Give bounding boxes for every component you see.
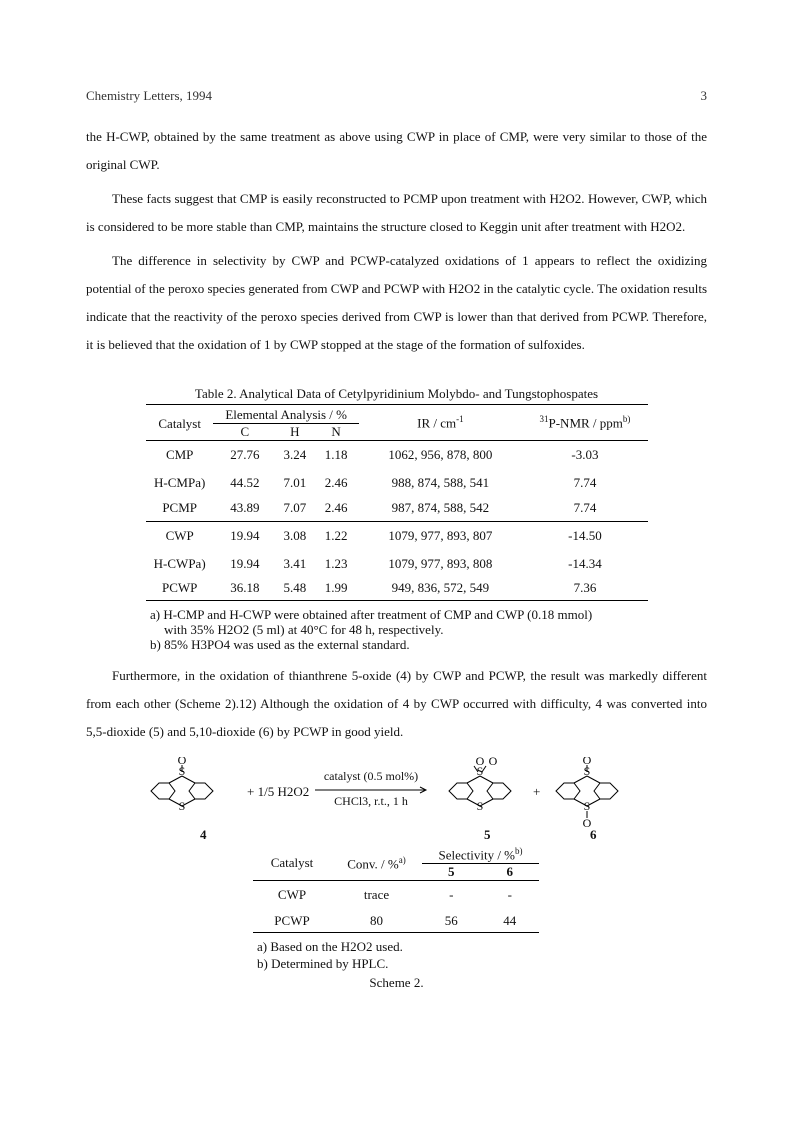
table-2	[146, 404, 648, 601]
svg-text:O: O	[582, 757, 592, 767]
compound-label-6: 6	[590, 827, 597, 842]
paragraph-4: Furthermore, in the oxidation of thianthrene 5-oxide (4) by CWP and PCWP, the result was markedly different from each other (Scheme 2).12) Although the oxidation of 4 by CWP occurred with difficulty, 4 was converted into 5,5-dioxide (5) and 5,10-dioxide (6) by PCWP in good yield.	[86, 668, 707, 739]
table-2-footnote-a: a) H-CMP and H-CWP were obtained after treatment of CMP and CWP (0.18 mmol)	[150, 607, 593, 622]
table-2-footnote-b: b) 85% H3PO4 was used as the external standard.	[150, 637, 410, 652]
col-catalyst: Catalyst	[270, 855, 314, 871]
running-header: Chemistry Letters, 1994	[86, 88, 213, 103]
col-6: 6	[506, 864, 513, 880]
body-text-bottom	[86, 662, 707, 746]
col-selectivity: Selectivity / %$^{b)}$	[422, 846, 539, 864]
col-c: C	[240, 424, 250, 439]
svg-text:S: S	[178, 764, 186, 778]
col-h: H	[290, 424, 300, 439]
arrow-condition-top: catalyst (0.5 mol%)	[323, 769, 419, 783]
col-catalyst: Catalyst	[158, 415, 201, 431]
table-row: CMP 27.76 3.24 1.18 1062, 956, 878, 800 -3.03	[165, 447, 599, 463]
svg-text:O: O	[582, 816, 592, 830]
scheme-title: Scheme 2.	[369, 975, 424, 990]
col-conversion: Conv. / %$^{a)}$	[347, 854, 406, 871]
table-row: PCWP 80 56 44	[253, 909, 539, 933]
plus-sign: +	[533, 784, 541, 799]
reagent-h2o2: + 1/5 H2O2	[247, 784, 310, 799]
scheme-2-table	[253, 846, 539, 933]
table-2-caption: Table 2. Analytical Data of Cetylpyridinium Molybdo- and Tungstophospates	[194, 386, 599, 401]
svg-text:S: S	[583, 799, 591, 813]
table-row: PCMP 43.89 7.07 2.46 987, 874, 588, 542 7.74	[146, 496, 648, 522]
scheme-2-reaction	[145, 757, 665, 847]
col-ir: IR / $cm^{-1}$	[417, 413, 464, 431]
svg-text:S: S	[476, 799, 484, 813]
col-nmr: $^{31}$P-NMR / ppm$^{b)}$	[539, 413, 631, 431]
table-row: H-CMPa) 44.52 7.01 2.46 988, 874, 588, 541 7.74	[154, 474, 597, 490]
svg-text:O: O	[177, 757, 187, 767]
table-row: CWP trace - -	[277, 887, 512, 903]
body-text-top	[86, 123, 707, 359]
paragraph-3: The difference in selectivity by CWP and PCWP-catalyzed oxidations of 1 appears to reflect the oxidizing potential of the peroxo species generated from CWP and PCWP with H2O2 in the catalytic cycle. The oxidation results indicate that the reactivity of the peroxo species derived from CWP is lower than that derived from PCWP. Therefore, it is believed that the oxidation of 1 by CWP stopped at the stage of the formation of sulfoxides.	[86, 253, 707, 352]
table-row: H-CWPa) 19.94 3.41 1.23 1079, 977, 893, 808 -14.34	[153, 555, 602, 571]
svg-text:S: S	[583, 764, 591, 778]
svg-text:O: O	[475, 757, 485, 768]
table-row: CWP 19.94 3.08 1.22 1079, 977, 893, 807 -14.50	[165, 528, 602, 544]
col-5: 5	[448, 864, 455, 880]
page-number: 3	[700, 88, 707, 103]
paragraph-1: the H-CWP, obtained by the same treatment as above using CWP in place of CMP, were very similar to those of the original CWP.	[86, 129, 707, 172]
scheme-note-a: a) Based on the H2O2 used.	[257, 939, 403, 954]
table-row: PCWP 36.18 5.48 1.99 949, 836, 572, 549 7.36	[146, 577, 648, 601]
svg-text:S: S	[178, 799, 186, 813]
arrow-condition-bottom: CHCl3, r.t., 1 h	[334, 794, 408, 808]
table-2-footnote-a-cont: with 35% H2O2 (5 ml) at 40°C for 48 h, respectively.	[164, 622, 444, 637]
svg-text:S: S	[476, 764, 484, 778]
paragraph-2: These facts suggest that CMP is easily reconstructed to PCMP upon treatment with H2O2. However, CWP, which is considered to be more stable than CMP, maintains the structure closed to Keggin unit after treatment with H2O2.	[86, 191, 707, 234]
compound-label-5: 5	[484, 827, 491, 842]
scheme-note-b: b) Determined by HPLC.	[257, 956, 389, 971]
col-n: N	[331, 424, 341, 439]
svg-text:O: O	[488, 757, 498, 768]
compound-label-4: 4	[200, 827, 207, 842]
col-elemental: Elemental Analysis / %	[213, 405, 359, 424]
